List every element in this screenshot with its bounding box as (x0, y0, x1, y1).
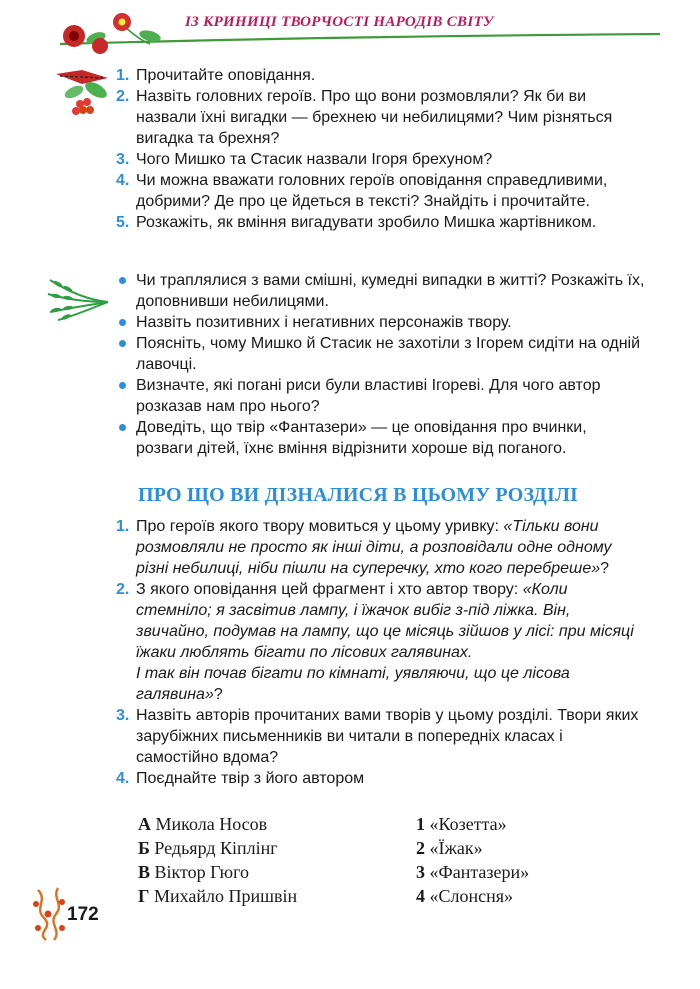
list-item: Доведіть, що твір «Фантазери» — це оповідання про вчинки, розваги дітей, їхнє вміння відрізнити хороше від поганого. (116, 417, 646, 459)
list-item: Визначте, які погані риси були властиві Ігореві. Для чого автор розказав нам про нього? (116, 375, 646, 417)
questions-list-2 (116, 516, 646, 789)
ornament-icon (28, 884, 72, 944)
table-row: Г Михайло Пришвін 4 «Слонсня» (138, 886, 514, 906)
list-item: Чи траплялися з вами смішні, кумедні випадки в житті? Розкажіть їх, доповнивши небилицями. (116, 270, 646, 312)
list-item: 1. Про героїв якого твору мовиться у цьому уривку: «Тільки вони розмовляли не просто як інші діти, а розповідали одне одному різні небилиці, ніби пішли на суперечку, хто кого перебреше»? (116, 518, 612, 577)
wheat-ears-icon (44, 272, 114, 322)
list-item: 1. Прочитайте оповідання. (116, 67, 316, 84)
list-item: 4. Чи можна вважати головних героїв оповідання справедливими, добрими? Де про це йдеться в тексті? Знайдіть і прочитайте. (116, 172, 608, 210)
page-number: 172 (67, 904, 99, 925)
list-item: 5. Розкажіть, як вміння вигадувати зробило Мишка жартівником. (116, 214, 597, 231)
page-header (0, 0, 700, 56)
list-item: Назвіть позитивних і негативних персонажів твору. (116, 312, 646, 333)
section-title: ПРО ЩО ВИ ДІЗНАЛИСЯ В ЦЬОМУ РОЗДІЛІ (138, 484, 579, 506)
berries-ribbon-icon (52, 60, 112, 120)
matching-table (138, 812, 578, 908)
header-title: ІЗ КРИНИЦІ ТВОРЧОСТІ НАРОДІВ СВІТУ (185, 14, 494, 30)
tasks-bullet-list (116, 270, 646, 459)
table-row: Б Редьярд Кіплінг 2 «Їжак» (138, 838, 483, 858)
table-row: В Віктор Гюго 3 «Фантазери» (138, 862, 530, 882)
table-row: А Микола Носов 1 «Козетта» (138, 814, 507, 834)
list-item: 4. Поєднайте твір з його автором (116, 770, 365, 787)
list-item: Поясніть, чому Мишко й Стасик не захотіли з Ігорем сидіти на одній лавочці. (116, 333, 646, 375)
list-item: 2. З якого оповідання цей фрагмент і хто автор твору: «Коли стемніло; я засвітив лампу, і їжачок вибіг з-під ліжка. Він, звичайно, подумав на лампу, що це місяць зійшов у лісі: при місяці їжаки люблять бігати по лісових галявинах. І так він почав бігати по кімнаті, уявляючи, що це лісова галявина»? (116, 581, 634, 703)
questions-list-1 (116, 65, 646, 233)
list-item: 2. Назвіть головних героїв. Про що вони розмовляли? Як би ви назвали їхні вигадки — брехнею чи небилицями? Чим різняться вигадка та брехня? (116, 88, 613, 147)
list-item: 3. Назвіть авторів прочитаних вами творів у цьому розділі. Твори яких зарубіжних письменників ви читали в попередніх класах і самостійно вдома? (116, 707, 639, 766)
list-item: 3. Чого Мишко та Стасик назвали Ігоря брехуном? (116, 151, 493, 168)
